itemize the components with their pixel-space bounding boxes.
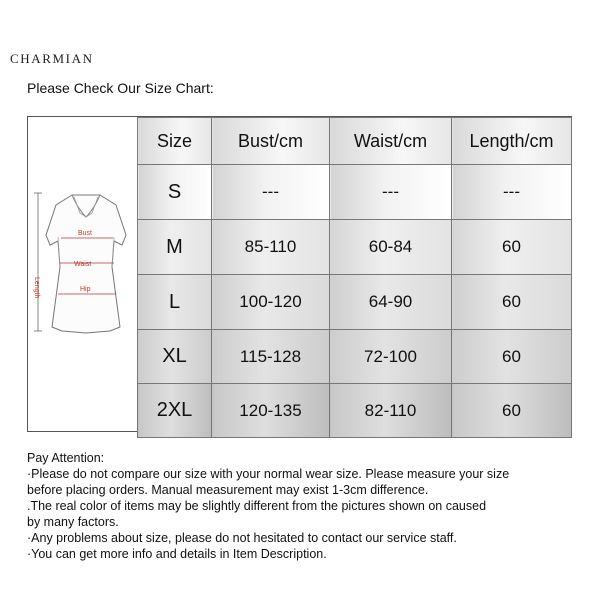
dress-figure-cell bbox=[28, 117, 138, 431]
length-cell: 60 bbox=[452, 275, 572, 330]
size-cell: M bbox=[138, 220, 212, 275]
bust-cell: 85-110 bbox=[212, 220, 330, 275]
length-cell: 60 bbox=[452, 384, 572, 438]
table-row bbox=[138, 384, 572, 438]
table-row bbox=[138, 275, 572, 330]
bust-cell: 115-128 bbox=[212, 330, 330, 384]
size-cell: L bbox=[138, 275, 212, 330]
notes-section bbox=[27, 450, 587, 562]
note-line: before placing orders. Manual measurement may exist 1-3cm difference. bbox=[27, 483, 429, 497]
bust-label: Bust bbox=[78, 230, 93, 237]
bust-cell: 100-120 bbox=[212, 275, 330, 330]
note-line: by many factors. bbox=[27, 515, 119, 529]
header-bust: Bust/cm bbox=[212, 118, 330, 165]
table-header-row bbox=[138, 118, 572, 165]
waist-cell: 72-100 bbox=[330, 330, 452, 384]
size-cell: S bbox=[138, 165, 212, 220]
size-cell: 2XL bbox=[138, 384, 212, 438]
dress-illustration bbox=[28, 117, 137, 431]
bust-cell: --- bbox=[212, 165, 330, 220]
header-length: Length/cm bbox=[452, 118, 572, 165]
page-subtitle: Please Check Our Size Chart: bbox=[27, 80, 214, 96]
note-line: ·Any problems about size, please do not hesitated to contact our service staff. bbox=[27, 531, 457, 545]
size-chart-frame bbox=[27, 116, 572, 432]
table-row bbox=[138, 220, 572, 275]
table-row bbox=[138, 330, 572, 384]
waist-cell: --- bbox=[330, 165, 452, 220]
waist-cell: 64-90 bbox=[330, 275, 452, 330]
notes-heading: Pay Attention: bbox=[27, 451, 105, 465]
header-size: Size bbox=[138, 118, 212, 165]
size-table bbox=[137, 117, 572, 438]
length-label: Length bbox=[33, 277, 40, 299]
note-line: ·You can get more info and details in Item Description. bbox=[27, 547, 327, 561]
note-line: ·Please do not compare our size with your normal wear size. Please measure your size bbox=[27, 467, 510, 481]
waist-cell: 60-84 bbox=[330, 220, 452, 275]
note-line: .The real color of items may be slightly different from the pictures shown on caused bbox=[27, 499, 487, 513]
length-cell: --- bbox=[452, 165, 572, 220]
bust-cell: 120-135 bbox=[212, 384, 330, 438]
hip-label: Hip bbox=[80, 286, 91, 293]
length-cell: 60 bbox=[452, 220, 572, 275]
waist-label: Waist bbox=[74, 261, 92, 268]
table-row bbox=[138, 165, 572, 220]
brand-logo: CHARMIAN bbox=[10, 51, 94, 66]
waist-cell: 82-110 bbox=[330, 384, 452, 438]
header-waist: Waist/cm bbox=[330, 118, 452, 165]
size-cell: XL bbox=[138, 330, 212, 384]
length-cell: 60 bbox=[452, 330, 572, 384]
